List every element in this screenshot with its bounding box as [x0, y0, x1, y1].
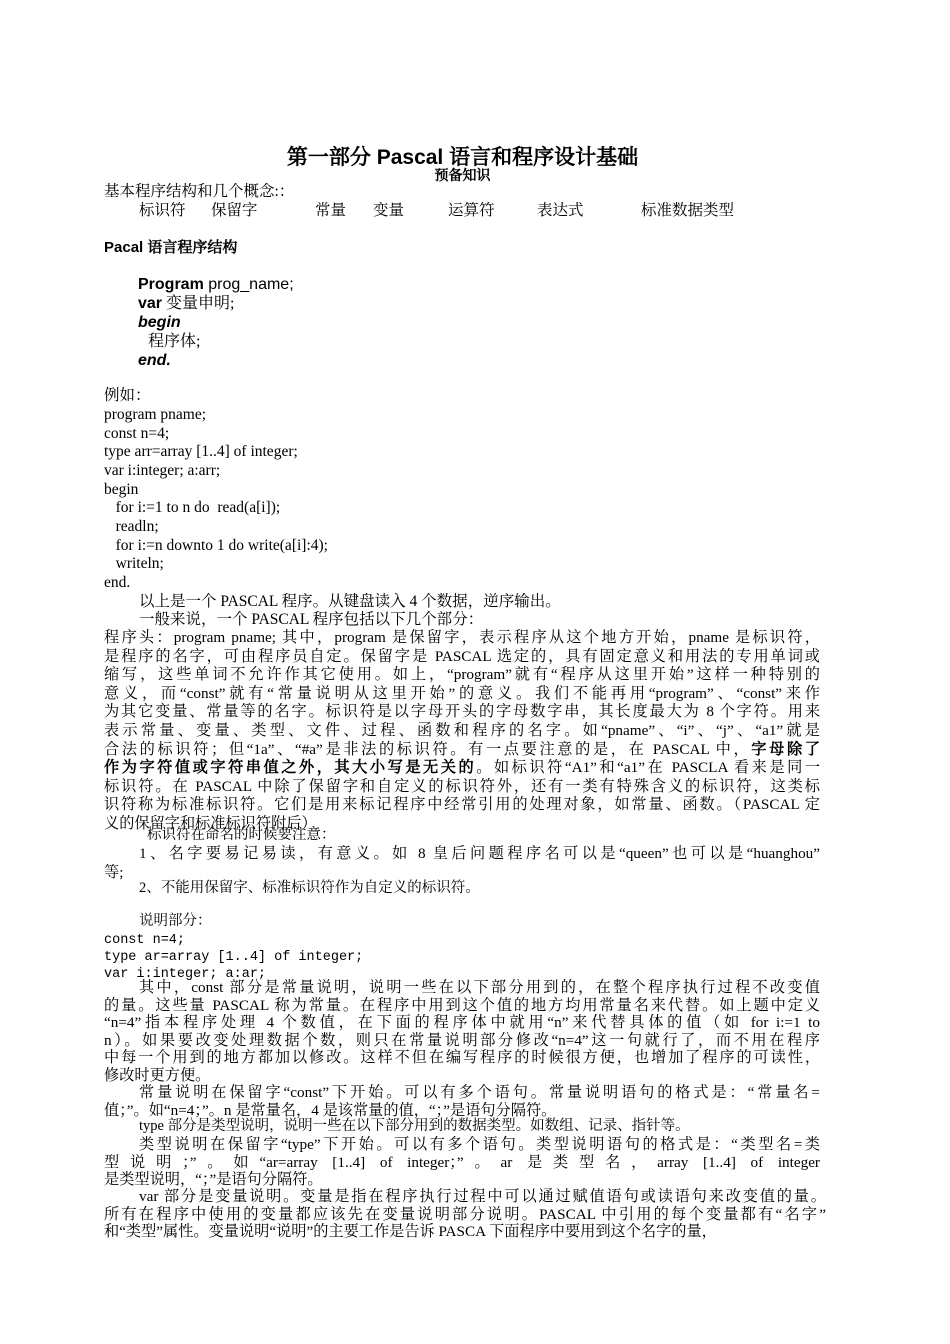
- paragraph-line: 程序头：program pname; 其中，program 是保留字，表示程序从这个地方开始，pname 是标识符，: [104, 629, 820, 646]
- paragraph-line: 中每一个用到的地方都加以修改。这样不但在编写程序的时候很方便，也增加了程序的可读性，: [104, 1049, 820, 1066]
- var-declaration: 变量申明;: [162, 295, 235, 312]
- page-title: 第一部分 Pascal 语言和程序设计基础: [286, 146, 639, 169]
- declaration-code-line: type ar=array [1..4] of integer;: [104, 950, 364, 965]
- paragraph-line: 意义，而“const”就有“常量说明从这里开始”的意义。我们不能再用“program”、“const”来作: [104, 684, 820, 702]
- paragraph-line: 表示常量、变量、类型、文件、过程、函数和程序的名字。如“pname”、“i”、“j”、“a1”就是: [104, 721, 820, 739]
- concept-constant: 常量: [315, 202, 347, 219]
- const-paragraph: [104, 979, 820, 1084]
- program-header-paragraph: [104, 629, 820, 834]
- code-line: type arr=array [1..4] of integer;: [104, 443, 298, 460]
- paragraph-text: 。如标识符“A1”和“a1”在 PASCLA 看来是同一: [476, 759, 821, 777]
- bold-text: 字母除了: [751, 740, 820, 758]
- paragraph-line: 为其它变量、常量等的名字。标识符是以字母开头的字母数字串，其长度最大为 8 个字符。用来: [104, 703, 820, 721]
- paragraph-line: 的量。这些量 PASCAL 称为常量。在程序中用到这个值的地方均用常量名来代替。如上题中定义: [104, 996, 820, 1014]
- paragraph-line: 型说明；”。如“ar=array [1..4] of integer；”。ar 是类型名，array [1..4] of integer: [104, 1153, 820, 1171]
- paragraph-line: [104, 759, 820, 778]
- paragraph-line: 值；”。如“n=4；”。n 是常量名，4 是该常量的值，“；”是语句分隔符。: [104, 1101, 557, 1119]
- const-format-paragraph: [104, 1084, 820, 1119]
- page-subtitle: 预备知识: [434, 167, 491, 183]
- description-line: 一般来说，一个 PASCAL 程序包括以下几个部分：: [139, 611, 484, 628]
- concept-variable: 变量: [373, 202, 405, 219]
- begin-keyword: begin: [138, 314, 181, 331]
- paragraph-line: 修改时更方便。: [104, 1066, 211, 1084]
- paragraph-line: 常量说明在保留字“const”下开始。可以有多个语句。常量说明语句的格式是：“常量名=: [139, 1084, 820, 1101]
- declaration-code-line: const n=4;: [104, 933, 186, 948]
- code-line: readln;: [104, 518, 159, 535]
- paragraph-line: 和“类型”属性。变量说明“说明”的主要工作是告诉 PASCA 下面程序中要用到这个名字的量，: [104, 1223, 717, 1240]
- bold-text: 作为字符值或字符串值之外，其大小写是无关的: [104, 759, 477, 777]
- naming-rule-2: 2、不能用保留字、标准标识符作为自定义的标识符。: [139, 880, 480, 896]
- paragraph-line: n）。如果要改变处理数据个数，则只在常量说明部分修改“n=4”这一句就行了，而不用在程序: [104, 1031, 820, 1049]
- code-line: var i:integer; a:arr;: [104, 462, 221, 479]
- paragraph-line: 所有在程序中使用的变量都应该先在变量说明部分说明。PASCAL 中引用的每个变量都有“名字”: [104, 1205, 826, 1223]
- code-line: writeln;: [104, 555, 164, 572]
- example-label: 例如：: [104, 387, 151, 404]
- concept-standard-types: 标准数据类型: [641, 202, 735, 219]
- description-line: 以上是一个 PASCAL 程序。从键盘读入 4 个数据，逆序输出。: [139, 593, 561, 610]
- concept-expression: 表达式: [537, 202, 584, 219]
- paragraph-line: 类型说明在保留字“type”下开始。可以有多个语句。类型说明语句的格式是：“类型名=类: [139, 1136, 820, 1153]
- paragraph-line: 等;: [104, 863, 124, 881]
- naming-title: 标识符在命名的时候要注意：: [147, 827, 336, 843]
- structure-var-line: [138, 294, 234, 313]
- paragraph-line: 义的保留字和标准标识符附后）: [104, 814, 317, 832]
- paragraph-line: 识符称为标准标识符。它们是用来标记程序中经常引用的处理对象，如常量、函数。（PASCAL 定: [104, 796, 820, 814]
- program-name: prog_name;: [203, 276, 294, 293]
- program-body: 程序体;: [148, 333, 201, 350]
- paragraph-line: 是程序的名字，可由程序员自定。保留字是 PASCAL 选定的，具有固定意义和用法的专用单词或: [104, 647, 820, 665]
- naming-rule-1: [104, 845, 820, 882]
- paragraph-line: 其中，const 部分是常量说明，说明一些在以下部分用到的，在整个程序执行过程不改变值: [139, 979, 820, 996]
- code-line: end.: [104, 574, 131, 591]
- concept-list: [0, 201, 950, 221]
- structure-heading: Pacal 语言程序结构: [104, 239, 238, 256]
- paragraph-line: 1、名字要易记易读，有意义。如 8 皇后问题程序名可以是“queen”也可以是“huanghou”: [139, 845, 820, 862]
- var-keyword: var: [138, 295, 163, 312]
- paragraph-line: var 部分是变量说明。变量是指在程序执行过程中可以通过赋值语句或读语句来改变值的量。: [139, 1188, 826, 1205]
- paragraph-line: 是类型说明，“；”是语句分隔符。: [104, 1171, 323, 1188]
- paragraph-line: 标识符。在 PASCAL 中除了保留字和自定义的标识符外，还有一类有特殊含义的标识符，这类标: [104, 777, 820, 795]
- var-paragraph: [104, 1188, 826, 1241]
- code-line: for i:=1 to n do read(a[i]);: [104, 499, 281, 516]
- paragraph-line: 缩写，这些单词不允许作其它使用。如上，“program”就有“程序从这里开始”这样一种特别的: [104, 666, 820, 684]
- declaration-code-line: var i:integer; a:ar;: [104, 967, 267, 982]
- concept-identifier: 标识符: [139, 202, 186, 219]
- code-line: const n=4;: [104, 425, 170, 442]
- declaration-title: 说明部分：: [139, 913, 212, 929]
- type-paragraph: type 部分是类型说明，说明一些在以下部分用到的数据类型。如数组、记录、指针等。: [139, 1118, 690, 1134]
- concept-reserved-word: 保留字: [211, 202, 258, 219]
- type-format-paragraph: [104, 1136, 820, 1189]
- code-line: for i:=n downto 1 do write(a[i]:4);: [104, 537, 328, 554]
- intro-line: 基本程序结构和几个概念:：: [104, 183, 295, 200]
- end-keyword: end.: [138, 352, 171, 369]
- paragraph-text: 合法的标识符；但“1a”、“#a”是非法的标识符。有一点要注意的是，在 PASCAL 中，: [104, 740, 752, 758]
- structure-program-line: [138, 275, 294, 294]
- code-line: begin: [104, 481, 139, 498]
- code-line: program pname;: [104, 406, 207, 423]
- paragraph-line: [104, 741, 820, 760]
- program-keyword: Program: [138, 276, 204, 293]
- concept-operator: 运算符: [448, 202, 495, 219]
- paragraph-line: “n=4”指本程序处理 4 个数值，在下面的程序体中就用“n”来代替具体的值（如 for i:=1 to: [104, 1014, 820, 1031]
